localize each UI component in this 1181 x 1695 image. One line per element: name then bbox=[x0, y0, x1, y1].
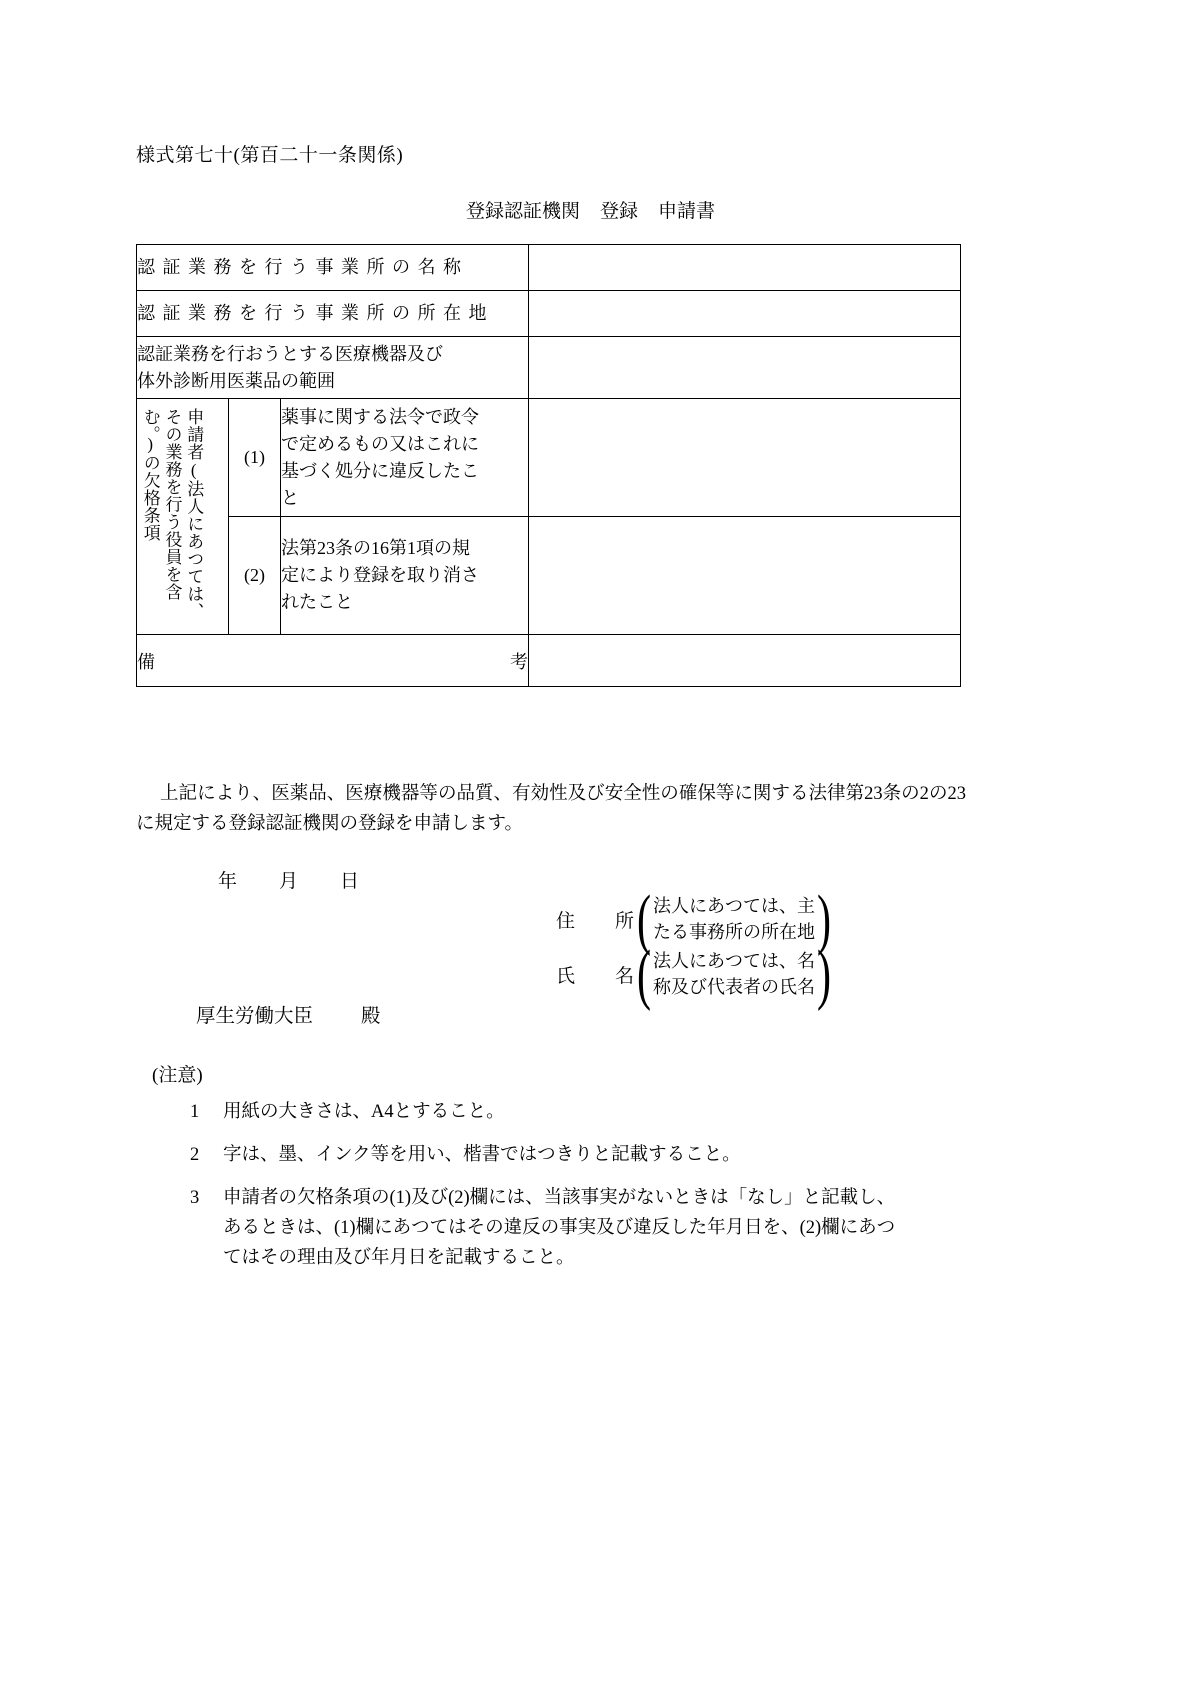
input-disqualification-2[interactable] bbox=[529, 517, 961, 635]
title-segment-organization: 登録認証機関 bbox=[465, 201, 580, 222]
name-row bbox=[556, 936, 832, 1012]
table-row-office-address bbox=[137, 291, 961, 337]
page-title bbox=[0, 196, 1181, 223]
note-item bbox=[190, 1184, 965, 1274]
form-number: 様式第七十(第百二十一条関係) bbox=[136, 145, 404, 166]
application-table bbox=[136, 244, 961, 687]
table-row-disqualification-1 bbox=[137, 399, 961, 517]
label-disqualification-vertical: 申請者(法人にあつては、その業務を行う役員を含む。)の欠格条項 bbox=[137, 399, 229, 635]
note-item bbox=[190, 1098, 965, 1128]
table-row-office-name bbox=[137, 245, 961, 291]
table-row-disqualification-2 bbox=[137, 517, 961, 635]
notes-heading: (注意) bbox=[152, 1065, 203, 1086]
disqualification-2-line3: れたこと bbox=[281, 592, 353, 612]
input-remarks[interactable] bbox=[529, 635, 961, 687]
disqualification-2-line2: 定により登録を取り消さ bbox=[281, 565, 479, 585]
disqualification-1-line4: と bbox=[281, 487, 299, 508]
disqualification-item-text-2 bbox=[281, 517, 529, 635]
name-label: 氏 名 bbox=[556, 966, 634, 988]
application-statement bbox=[136, 780, 966, 840]
input-scope[interactable] bbox=[529, 337, 961, 399]
label-remarks-right: 考 bbox=[510, 651, 529, 672]
note-text bbox=[223, 1184, 965, 1274]
label-remarks-left: 備 bbox=[137, 651, 155, 672]
label-scope-line2: 体外診断用医薬品の範囲 bbox=[137, 370, 335, 391]
label-office-address: 認証業務を行う事業所の所在地 bbox=[137, 291, 529, 337]
label-scope-line1: 認証業務を行おうとする医療機器及び bbox=[137, 343, 443, 364]
label-scope bbox=[137, 337, 529, 399]
note-number: 3 bbox=[190, 1187, 200, 1208]
address-label: 住 所 bbox=[556, 911, 634, 933]
input-disqualification-1[interactable] bbox=[529, 399, 961, 517]
disqualification-item-number-2: (2) bbox=[229, 517, 281, 635]
name-note-line2: 称及び代表者の氏名 bbox=[652, 976, 815, 997]
label-office-name: 認証業務を行う事業所の名称 bbox=[137, 245, 529, 291]
disqualification-1-line2: で定めるもの又はこれに bbox=[281, 433, 479, 454]
address-note bbox=[652, 894, 816, 945]
name-note-line1: 法人にあつては、名 bbox=[652, 951, 815, 972]
date-year-field[interactable]: 年 bbox=[218, 871, 238, 892]
input-office-name[interactable] bbox=[529, 245, 961, 291]
disqualification-1-line3: 基づく処分に違反したこ bbox=[281, 460, 479, 481]
note-item bbox=[190, 1141, 965, 1171]
addressee-honorific: 殿 bbox=[361, 1006, 381, 1027]
date-month-field[interactable]: 月 bbox=[279, 871, 299, 892]
note-text: 字は、墨、インク等を用い、楷書ではつきりと記載すること。 bbox=[223, 1144, 741, 1165]
brace-open-address-icon: ( bbox=[636, 881, 652, 957]
date-line bbox=[218, 866, 359, 893]
disqualification-1-line1: 薬事に関する法令で政令 bbox=[281, 406, 479, 427]
name-note bbox=[652, 949, 816, 1000]
note-3-line3: てはその理由及び年月日を記載すること。 bbox=[223, 1247, 575, 1268]
table-row-scope bbox=[137, 337, 961, 399]
note-number: 2 bbox=[190, 1144, 200, 1165]
application-statement-text: 上記により、医薬品、医療機器等の品質、有効性及び安全性の確保等に関する法律第23条の2の23に規定する登録認証機関の登録を申請します。 bbox=[136, 784, 966, 834]
brace-close-name-icon: ) bbox=[816, 936, 831, 1012]
brace-open-name-icon: ( bbox=[636, 936, 652, 1012]
note-text: 用紙の大きさは、A4とすること。 bbox=[223, 1102, 505, 1122]
address-note-line1: 法人にあつては、主 bbox=[652, 896, 815, 916]
disqualification-item-number-1: (1) bbox=[229, 399, 281, 517]
addressee bbox=[196, 1000, 381, 1028]
addressee-title: 厚生労働大臣 bbox=[196, 1006, 314, 1027]
note-3-line2: あるときは、(1)欄にあつてはその違反の事実及び違反した年月日を、(2)欄にあつ bbox=[223, 1217, 896, 1238]
brace-close-address-icon: ) bbox=[816, 881, 831, 957]
address-note-line2: たる事務所の所在地 bbox=[652, 921, 815, 942]
input-office-address[interactable] bbox=[529, 291, 961, 337]
note-3-line1: 申請者の欠格条項の(1)及び(2)欄には、当該事実がないときは「なし」と記載し、 bbox=[223, 1187, 896, 1208]
signature-block bbox=[556, 881, 832, 1012]
title-segment-registration: 登録 bbox=[599, 201, 638, 222]
disqualification-item-text-1 bbox=[281, 399, 529, 517]
address-row bbox=[556, 881, 832, 957]
disqualification-2-line1: 法第23条の16第1項の規 bbox=[281, 538, 470, 558]
date-day-field[interactable]: 日 bbox=[340, 871, 360, 892]
note-number: 1 bbox=[190, 1102, 200, 1122]
title-segment-application: 申請書 bbox=[658, 201, 716, 222]
notes-list bbox=[190, 1098, 965, 1287]
table-row-remarks bbox=[137, 635, 961, 687]
label-remarks bbox=[137, 635, 529, 687]
